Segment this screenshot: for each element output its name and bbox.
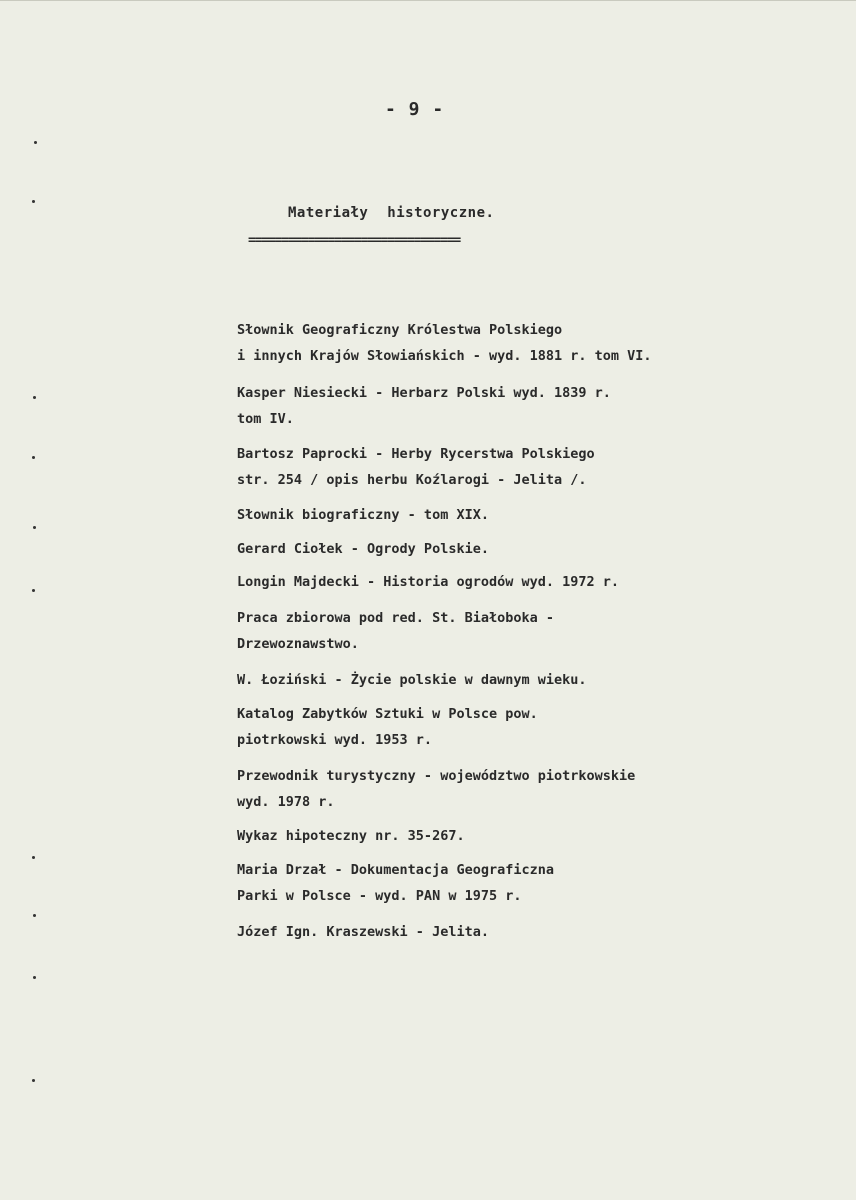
entry-line: wyd. 1978 r. (237, 794, 335, 810)
entry-line: i innych Krajów Słowiańskich - wyd. 1881 r. tom VI. (237, 348, 652, 364)
entry-line: W. Łoziński - Życie polskie w dawnym wieku. (237, 672, 587, 688)
heading-underline: ================================ (248, 233, 461, 248)
entry-line: str. 254 / opis herbu Koźlarogi - Jelita /. (237, 472, 587, 488)
margin-mark (32, 589, 35, 592)
margin-mark (32, 856, 35, 859)
margin-mark (32, 456, 35, 459)
entry-line: Maria Drzał - Dokumentacja Geograficzna (237, 862, 554, 878)
margin-mark (33, 526, 36, 529)
entry-line: tom IV. (237, 411, 294, 427)
entry-line: Gerard Ciołek - Ogrody Polskie. (237, 541, 489, 557)
margin-mark (33, 396, 36, 399)
entry-line: Józef Ign. Kraszewski - Jelita. (237, 924, 489, 940)
margin-mark (32, 200, 35, 203)
entry-line: Drzewoznawstwo. (237, 636, 359, 652)
entry-line: Kasper Niesiecki - Herbarz Polski wyd. 1839 r. (237, 385, 611, 401)
section-heading: Materiały historyczne. (288, 205, 495, 221)
margin-mark (34, 141, 37, 144)
margin-mark (33, 976, 36, 979)
entry-line: Longin Majdecki - Historia ogrodów wyd. 1972 r. (237, 574, 620, 590)
entry-line: Bartosz Paprocki - Herby Rycerstwa Polskiego (237, 446, 595, 462)
entry-line: Praca zbiorowa pod red. St. Białoboka - (237, 610, 554, 626)
entry-line: Parki w Polsce - wyd. PAN w 1975 r. (237, 888, 522, 904)
entry-line: Słownik biograficzny - tom XIX. (237, 507, 489, 523)
margin-mark (33, 914, 36, 917)
entry-line: Przewodnik turystyczny - województwo piotrkowskie (237, 768, 636, 784)
entry-line: Katalog Zabytków Sztuki w Polsce pow. (237, 706, 538, 722)
page-number: - 9 - (385, 99, 445, 120)
entry-line: Wykaz hipoteczny nr. 35-267. (237, 828, 465, 844)
entry-line: piotrkowski wyd. 1953 r. (237, 732, 433, 748)
margin-mark (32, 1079, 35, 1082)
entry-line: Słownik Geograficzny Królestwa Polskiego (237, 322, 563, 338)
